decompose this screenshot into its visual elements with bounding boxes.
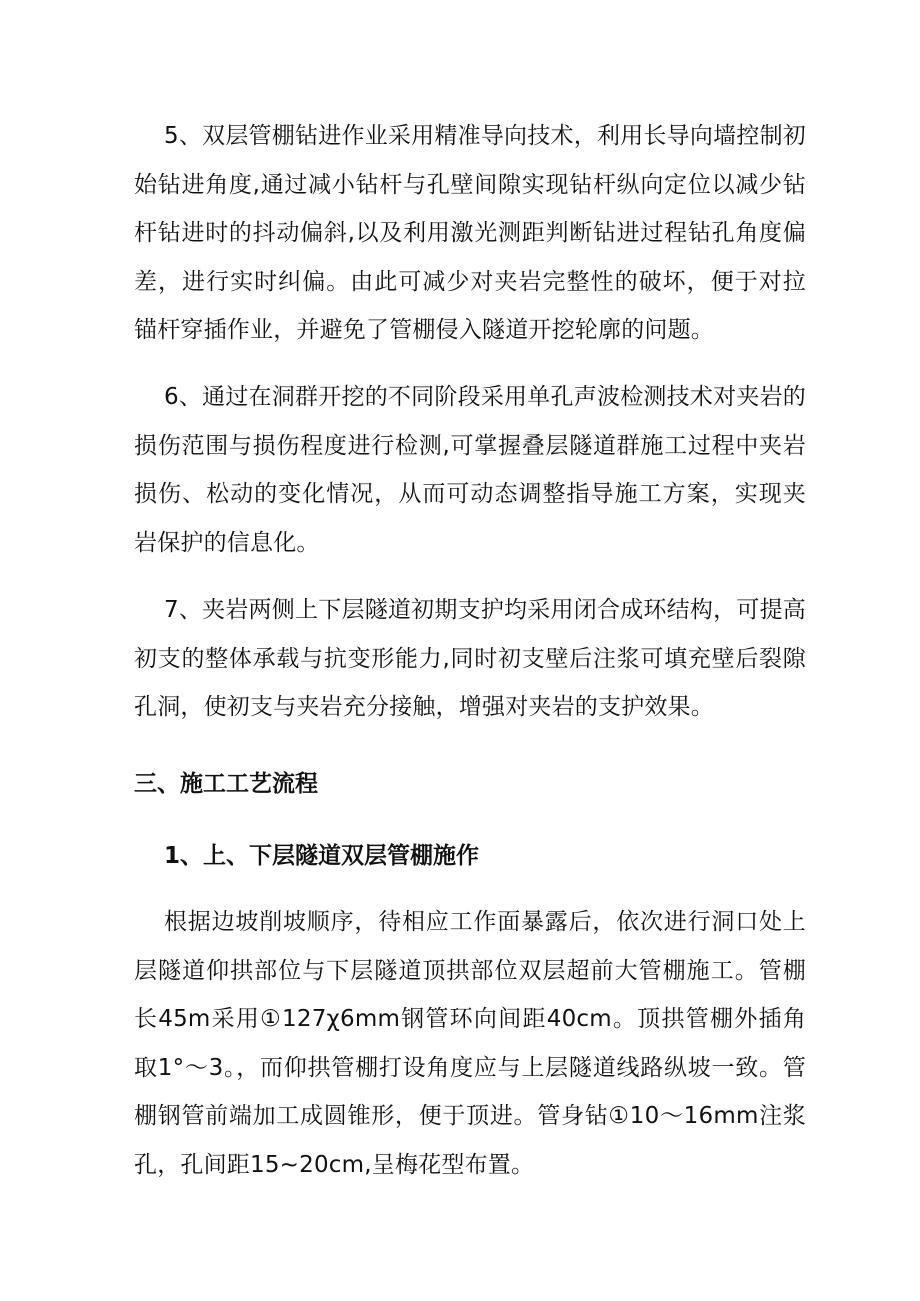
paragraph-pipe-shed: 根据边坡削坡顺序，待相应工作面暴露后，依次进行洞口处上层隧道仰拱部位与下层隧道顶拱部位双层超前大管棚施工。管棚长45m采用①127χ6mm钢管环向间距40cm。顶拱管棚外插角取1°～3。，而仰拱管棚打设角度应与上层隧道线路纵坡一致。管棚钢管前端加工成圆锥形，便于顶进。管身钻①10～16mm注浆孔，孔间距15~20cm,呈梅花型布置。 xyxy=(134,909,806,1178)
paragraph-7: 7、夹岩两侧上下层隧道初期支护均采用闭合成环结构，可提高初支的整体承载与抗变形能力,同时初支壁后注浆可填充壁后裂隙孔洞，使初支与夹岩充分接触，增强对夹岩的支护效果。 xyxy=(134,597,806,720)
paragraph-5: 5、双层管棚钻进作业采用精准导向技术，利用长导向墙控制初始钻进角度,通过减小钻杆与孔壁间隙实现钻杆纵向定位以减少钻杆钻进时的抖动偏斜,以及利用激光测距判断钻进过程钻孔角度偏差，进行实时纠偏。由此可减少对夹岩完整性的破坏，便于对拉锚杆穿插作业，并避免了管棚侵入隧道开挖轮廓的问题。 xyxy=(134,123,806,343)
section-heading: 三、施工工艺流程 xyxy=(134,771,318,797)
paragraph-6: 6、通过在洞群开挖的不同阶段采用单孔声波检测技术对夹岩的损伤范围与损伤程度进行检测,可掌握叠层隧道群施工过程中夹岩损伤、松动的变化情况，从而可动态调整指导施工方案，实现夹岩保护的信息化。 xyxy=(134,384,806,556)
subsection-heading: 1、上、下层隧道双层管棚施作 xyxy=(164,843,480,869)
